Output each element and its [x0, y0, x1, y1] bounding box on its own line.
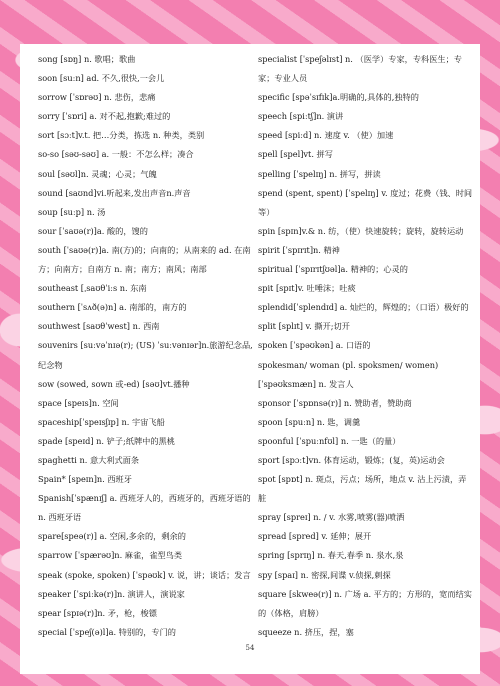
vocabulary-entry: spaceship[ˈspeɪsʃɪp] n. 宇宙飞船 [38, 416, 165, 427]
vocabulary-entry: spoonful [ˈspuːnfʊl] n. 一匙（的量） [258, 435, 401, 446]
vocabulary-entry: square [skweə(r)] n. 广场 a. 平方的；方形的，宽而结实的（体格，肩膀） [258, 588, 472, 618]
vocabulary-entry: special [ˈspeʃ(ə)l]a. 特别的，专门的 [38, 626, 176, 637]
vocabulary-entry: sort [sɔːt]v.t. 把…分类，拣选 n. 种类，类别 [38, 130, 205, 141]
vocabulary-entry: so-so [səʊ-səʊ] a. 一般：不怎么样；凑合 [38, 149, 194, 160]
vocabulary-entry: spit [spɪt]v. 吐唾沫；吐痰 [258, 283, 356, 294]
vocabulary-entry: spell [spel]vt. 拼写 [258, 149, 333, 160]
vocabulary-entry: southwest [saʊθˈwest] n. 西南 [38, 321, 160, 332]
vocabulary-entry: spread [spred] v. 延伸；展开 [258, 531, 372, 542]
page-number: 54 [245, 644, 255, 652]
vocabulary-entry: sorry [ˈsɒri] a. 对不起,抱歉;难过的 [38, 111, 171, 122]
vocabulary-entry: spokesman/ woman (pl. spoksmen/ women) [ˈspəʊksmæn] n. 发言人 [258, 359, 439, 389]
vocabulary-entry: southeast [ˌsaʊθˈiːs n. 东南 [38, 283, 147, 294]
vocabulary-entry: sport [spɔːt]vn. 体育运动，锻炼；(复，英)运动会 [258, 454, 445, 465]
vocabulary-entry: Spanish[ˈspænɪʃ] a. 西班牙人的，西班牙的，西班牙语的 n. 西班牙语 [38, 493, 251, 523]
vocabulary-entry: sparrow [ˈspærəʊ]n. 麻雀，雀型鸟类 [38, 550, 183, 561]
vocabulary-entry: souvenirs [suːvəˈnɪə(r); (US) ˈsuːvənɪər]n.旅游纪念品,纪念物 [38, 340, 253, 370]
vocabulary-entry: speed [spiːd] n. 速度 v. （使）加速 [258, 130, 394, 141]
vocabulary-entry: spoken [ˈspəʊkən] a. 口语的 [258, 340, 371, 351]
right-column [258, 50, 474, 642]
vocabulary-entry: squeeze n. 挤压，捏，塞 [258, 626, 354, 637]
vocabulary-entry: splendid[ˈsplendɪd] a. 灿烂的，辉煌的；（口语）极好的 [258, 302, 469, 313]
vocabulary-entry: spare[speə(r)] a. 空闲,多余的，剩余的 [38, 531, 186, 542]
vocabulary-entry: spoon [spuːn] n. 匙，调羹 [258, 416, 361, 427]
vocabulary-entry: spade [speɪd] n. 铲子;纸牌中的黑桃 [38, 435, 175, 446]
vocabulary-entry: speech [spiːtʃ]n. 演讲 [258, 111, 344, 122]
vocabulary-entry: spirit [ˈspɪrɪt]n. 精神 [258, 244, 340, 255]
vocabulary-entry: spaghetti n. 意大利式面条 [38, 454, 140, 465]
vocabulary-entry: soup [suːp] n. 汤 [38, 206, 106, 217]
vocabulary-entry: spy [spaɪ] n. 密探,间谍 v.侦探,刺探 [258, 569, 391, 580]
vocabulary-entry: spring [sprɪŋ] n. 春天,春季 n. 泉水,泉 [258, 550, 404, 561]
left-column [38, 50, 254, 642]
vocabulary-entry: south [ˈsaʊə(r)]a. 南(方)的；向南的；从南来的 ad. 在南方；向南方；自南方 n. 南；南方；南风；南部 [38, 244, 251, 275]
vocabulary-entry: speak (spoke, spoken) [ˈspəʊk] v. 说，讲；谈话；发言 [38, 569, 251, 580]
vocabulary-entry: soon [suːn] ad. 不久,很快,一会儿 [38, 73, 165, 84]
vocabulary-entry: spray [spreɪ] n. / v. 水雾,喷雾(器)喷洒 [258, 512, 405, 523]
vocabulary-entry: sorrow [ˈsɒrəʊ] n. 悲伤，悲痛 [38, 92, 156, 103]
vocabulary-entry: specific [spəˈsɪfɪk]a.明确的,具体的,独特的 [258, 92, 419, 103]
vocabulary-entry: sour [ˈsaʊə(r)]a. 酸的，馊的 [38, 225, 148, 236]
vocabulary-entry: spear [spɪə(r)]n. 矛，枪，梭镖 [38, 607, 157, 618]
vocabulary-entry: spot [spɒt] n. 斑点，污点；场所，地点 v. 沾上污渍，弄脏 [258, 474, 467, 504]
vocabulary-entry: Spain* [speɪn]n. 西班牙 [38, 474, 132, 485]
vocabulary-entry: sow (sowed, sown 或-ed) [səʊ]vt.播种 [38, 378, 190, 389]
vocabulary-entry: sponsor [ˈspɒnsə(r)] n. 赞助者，赞助商 [258, 397, 412, 408]
vocabulary-entry: spin [spɪn]v.& n. 纺，（使）快速旋转；旋转，旋转运动 [258, 225, 464, 236]
vocabulary-entry: speaker [ˈspiːkə(r)]n. 演讲人，演说家 [38, 588, 185, 599]
vocabulary-entry: song [sɒŋ] n. 歌唱；歌曲 [38, 54, 136, 64]
vocabulary-entry: spiritual [ˈspɪrɪtʃʊəl]a. 精神的；心灵的 [258, 264, 408, 275]
vocabulary-entry: southern [ˈsʌð(ə)n] a. 南部的，南方的 [38, 302, 187, 313]
vocabulary-entry: spelling [ˈspelɪŋ] n. 拼写，拼读 [258, 168, 381, 179]
vocabulary-entry: specialist [ˈspeʃəlɪst] n. （医学）专家，专科医生；专家；专业人员 [258, 54, 462, 84]
vocabulary-entry: split [splɪt] v. 撕开;切开 [258, 321, 350, 332]
vocabulary-entry: space [speɪs]n. 空间 [38, 397, 119, 408]
vocabulary-entry: spend (spent, spent) [ˈspelɪŋ] v. 度过；花费（钱、时间等） [258, 187, 473, 217]
dictionary-page [20, 44, 480, 674]
vocabulary-entry: soul [səʊl]n. 灵魂；心灵；气魄 [38, 168, 157, 179]
vocabulary-entry: sound [saʊnd]vi.听起来,发出声音n.声音 [38, 187, 191, 198]
